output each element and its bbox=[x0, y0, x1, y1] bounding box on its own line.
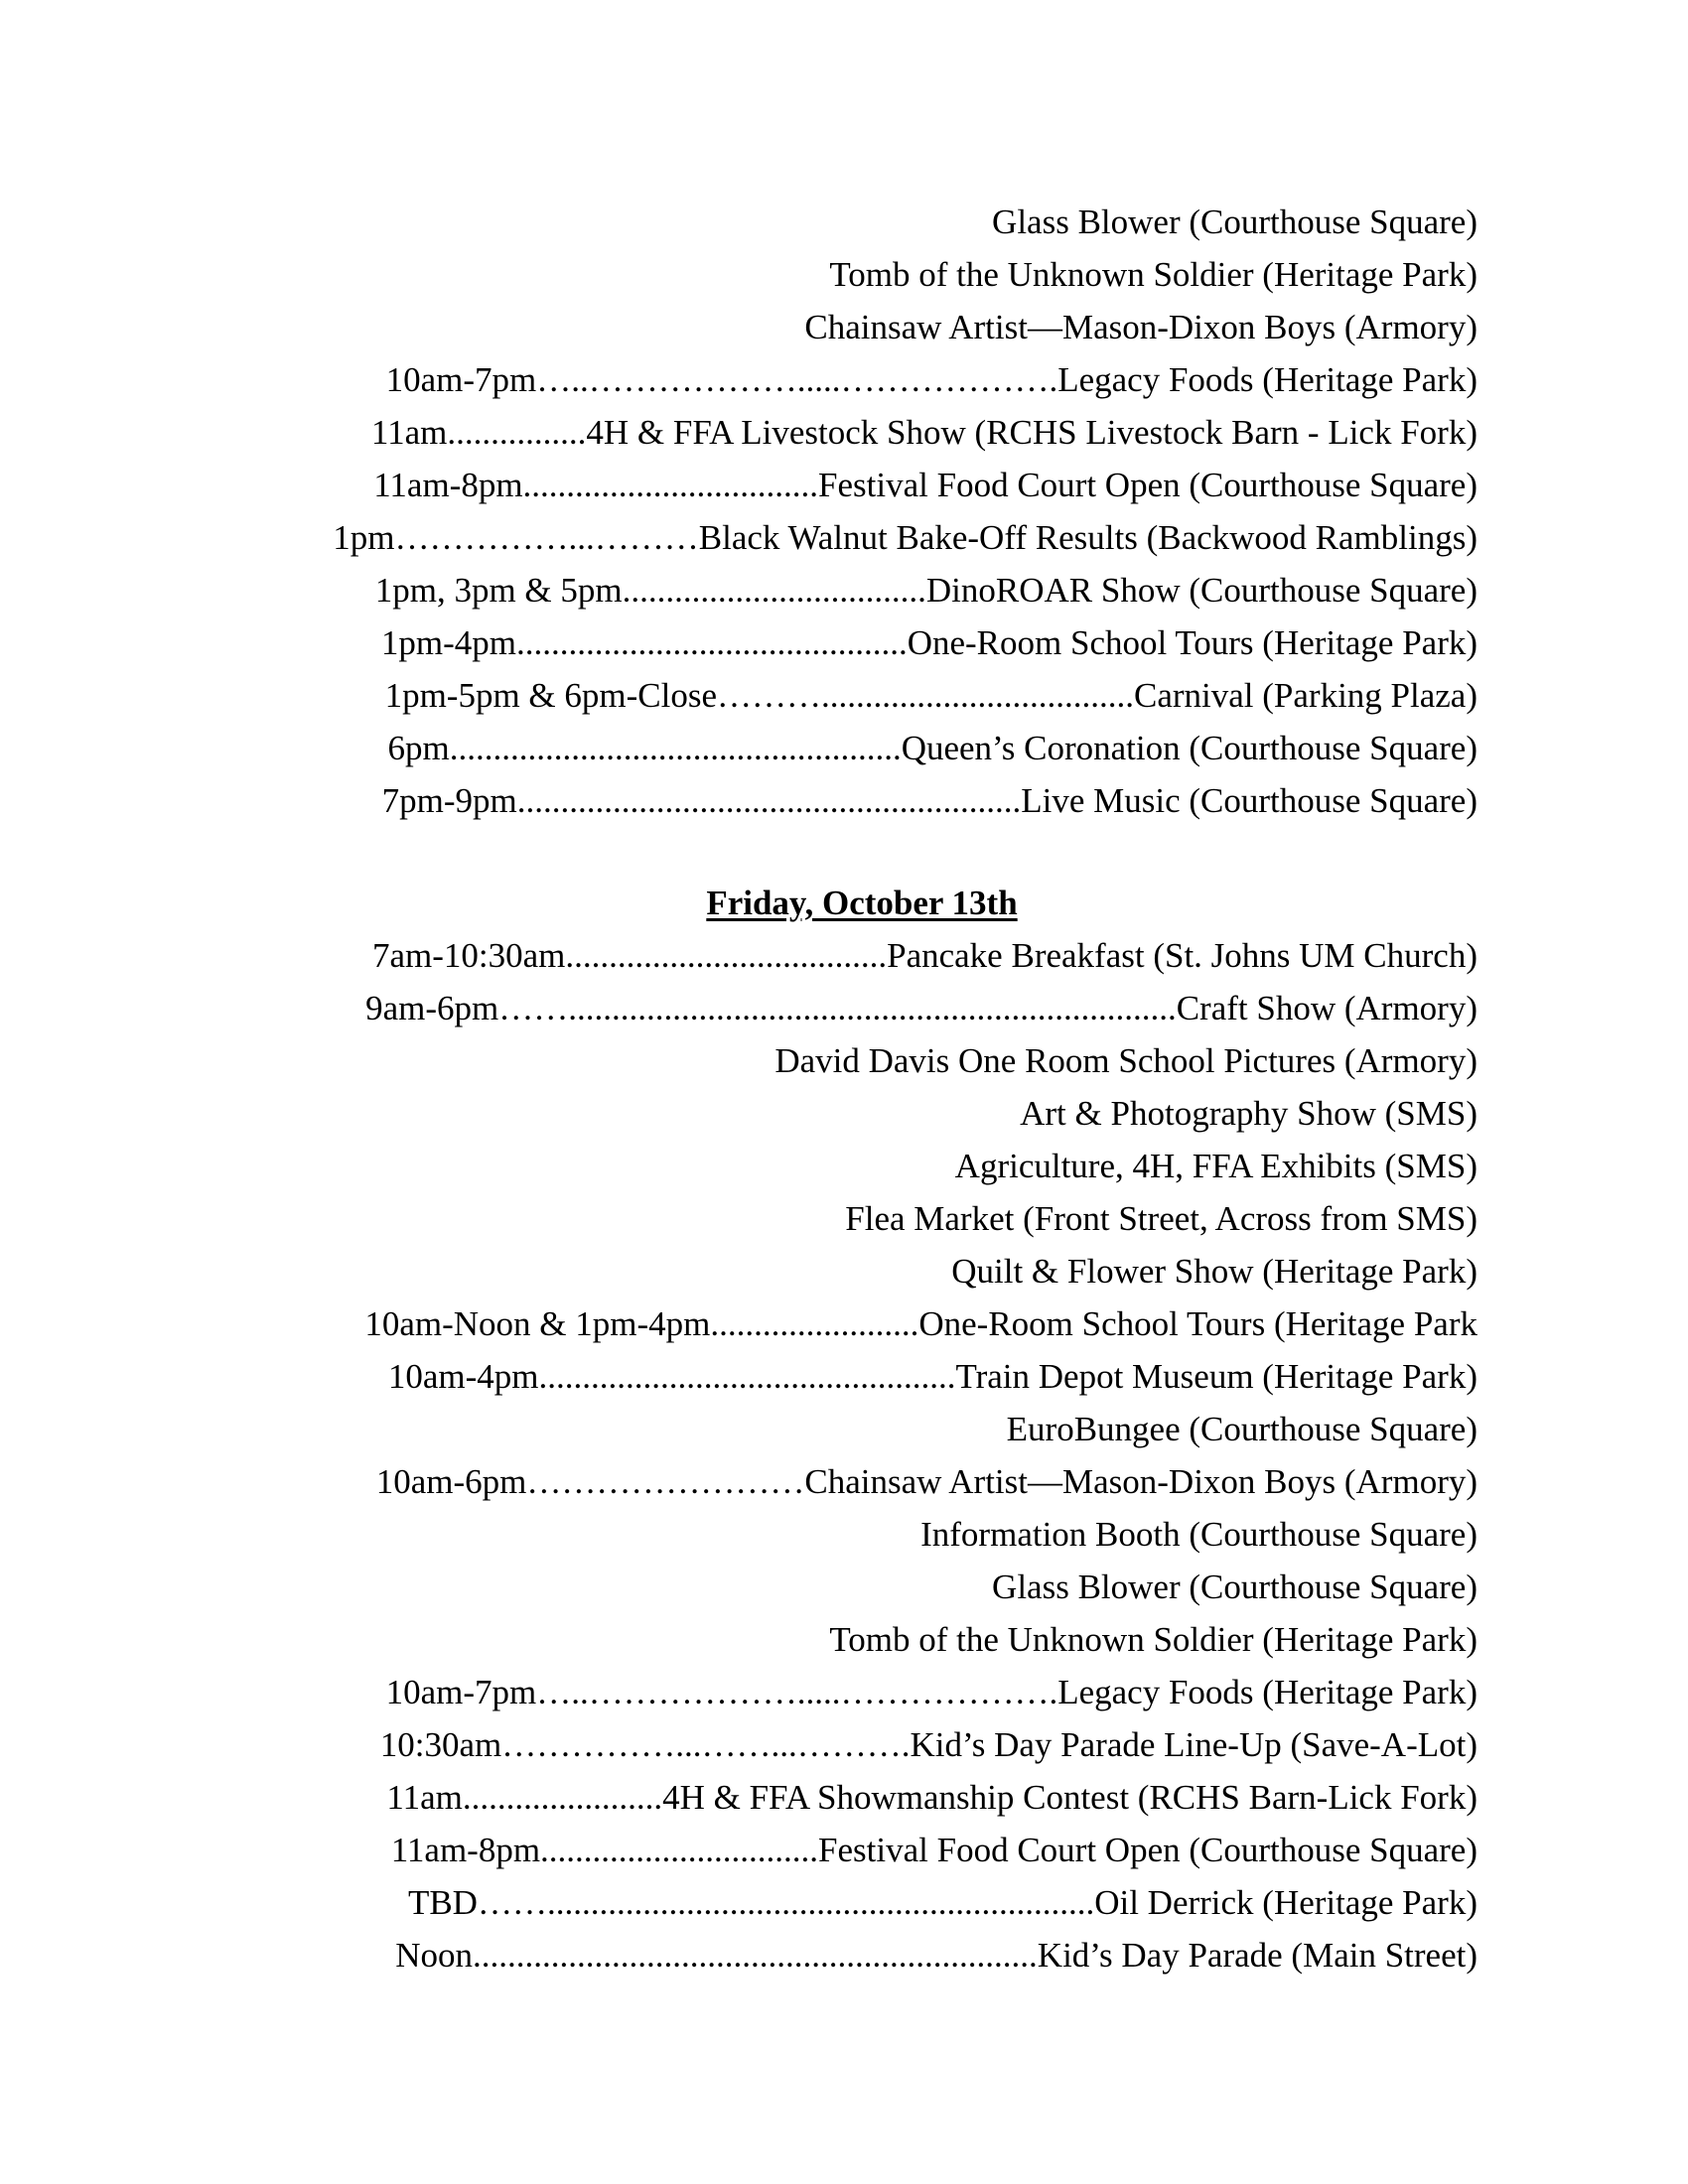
schedule-entry: 10am-7pm…..……………….....……………….Legacy Foods (Heritage Park) bbox=[385, 1673, 1477, 1711]
schedule-entry: EuroBungee (Courthouse Square) bbox=[1006, 1410, 1477, 1448]
schedule-entry: 1pm-5pm & 6pm-Close………....................................Carnival (Parking Plaza) bbox=[384, 676, 1477, 715]
day-heading: Friday, October 13th bbox=[706, 884, 1018, 922]
schedule-entry: 10am-4pm................................................Train Depot Museum (Heritage Park) bbox=[387, 1357, 1477, 1396]
schedule-entry: Tomb of the Unknown Soldier (Heritage Park) bbox=[829, 1620, 1477, 1659]
schedule-entry: Glass Blower (Courthouse Square) bbox=[992, 203, 1477, 241]
schedule-entry: 11am-8pm..................................Festival Food Court Open (Courthouse Square) bbox=[373, 466, 1477, 504]
schedule-entry: 7am-10:30am.....................................Pancake Breakfast (St. Johns UM Church) bbox=[371, 936, 1477, 975]
schedule-entry: 10am-7pm…..……………….....……………….Legacy Foods (Heritage Park) bbox=[385, 360, 1477, 399]
schedule-entry: Flea Market (Front Street, Across from SMS) bbox=[845, 1199, 1477, 1238]
schedule-entry: 1pm, 3pm & 5pm...................................DinoROAR Show (Courthouse Square) bbox=[374, 571, 1477, 610]
schedule-entry: 9am-6pm……......................................................................Craft Show (Armory) bbox=[365, 989, 1477, 1027]
schedule-entry: Information Booth (Courthouse Square) bbox=[920, 1515, 1477, 1554]
schedule-entry: Glass Blower (Courthouse Square) bbox=[992, 1568, 1477, 1606]
schedule-entry: 11am................4H & FFA Livestock Show (RCHS Livestock Barn - Lick Fork) bbox=[370, 413, 1477, 452]
schedule-entry: Agriculture, 4H, FFA Exhibits (SMS) bbox=[954, 1147, 1477, 1185]
schedule-entry: David Davis One Room School Pictures (Armory) bbox=[774, 1041, 1477, 1080]
friday-schedule bbox=[246, 877, 1477, 1981]
schedule-entry: 7pm-9pm..........................................................Live Music (Courthouse Square) bbox=[381, 781, 1477, 820]
schedule-entry: 11am-8pm................................Festival Food Court Open (Courthouse Square) bbox=[390, 1831, 1477, 1869]
schedule-entry: 10am-Noon & 1pm-4pm........................One-Room School Tours (Heritage Park bbox=[364, 1304, 1477, 1343]
schedule-entry: Noon.................................................................Kid’s Day Parade (Main Street) bbox=[395, 1936, 1477, 1975]
thursday-continued-schedule bbox=[246, 196, 1477, 827]
schedule-entry: Chainsaw Artist—Mason-Dixon Boys (Armory) bbox=[804, 308, 1477, 346]
schedule-entry: 1pm……………...………Black Walnut Bake-Off Results (Backwood Ramblings) bbox=[333, 518, 1477, 557]
schedule-entry: 10:30am……………...……...……….Kid’s Day Parade Line-Up (Save-A-Lot) bbox=[379, 1725, 1477, 1764]
schedule-entry: 11am.......................4H & FFA Showmanship Contest (RCHS Barn-Lick Fork) bbox=[386, 1778, 1477, 1817]
schedule-entry: 1pm-4pm.............................................One-Room School Tours (Heritage Park) bbox=[380, 623, 1477, 662]
schedule-entry: Quilt & Flower Show (Heritage Park) bbox=[951, 1252, 1477, 1291]
schedule-entry: 10am-6pm……………………Chainsaw Artist—Mason-Dixon Boys (Armory) bbox=[375, 1462, 1477, 1501]
schedule-entry: Tomb of the Unknown Soldier (Heritage Park) bbox=[829, 255, 1477, 294]
schedule-entry: 6pm....................................................Queen’s Coronation (Courthouse Square) bbox=[387, 729, 1477, 767]
schedule-entry: TBD……...............................................................Oil Derrick (Heritage Park) bbox=[407, 1883, 1477, 1922]
schedule-entry: Art & Photography Show (SMS) bbox=[1020, 1094, 1477, 1133]
